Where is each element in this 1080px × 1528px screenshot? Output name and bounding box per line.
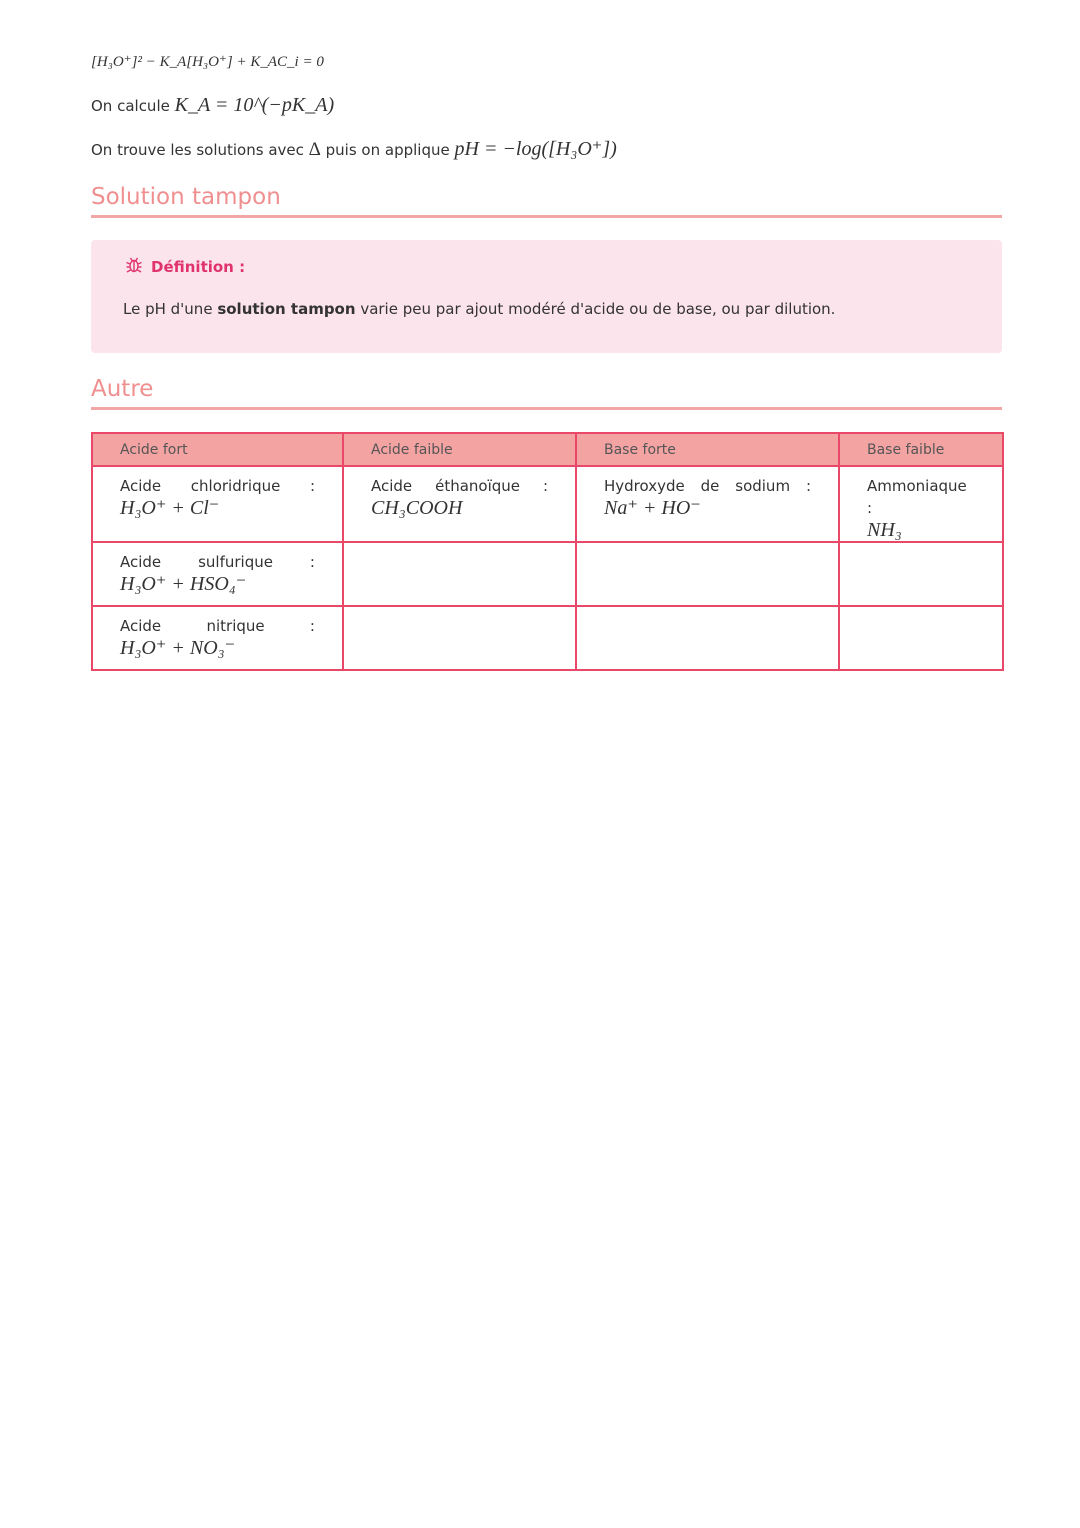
ka-calculation-line: [91, 94, 334, 117]
header-acide-faible: Acide faible: [343, 433, 576, 466]
cell-word: :: [309, 553, 315, 571]
cell-label: [120, 475, 315, 497]
table-row: [92, 466, 1003, 542]
cell-formula: NH₃: [867, 519, 902, 541]
table-header-row: [92, 433, 1003, 466]
table-row: [92, 606, 1003, 670]
header-base-faible: Base faible: [839, 433, 1003, 466]
cell-label: [371, 475, 548, 497]
cell-label: [120, 615, 315, 637]
delta-symbol: Δ: [308, 139, 321, 160]
cell-word: éthanoïque: [435, 477, 521, 495]
table-cell: [839, 542, 1003, 606]
cell-word: Acide: [120, 553, 162, 571]
definition-text: [123, 300, 835, 318]
bug-icon: [125, 256, 143, 278]
table-cell: [343, 606, 576, 670]
section-divider: [91, 407, 1002, 410]
cell-formula: H₃O⁺ + HSO₄⁻: [120, 573, 247, 595]
cell-label: [867, 475, 975, 519]
definition-box: [91, 240, 1002, 353]
cell-word: nitrique: [206, 617, 265, 635]
definition-text-start: Le pH d'une: [123, 300, 218, 318]
table-cell: [92, 542, 343, 606]
ka-prefix: On calcule: [91, 97, 170, 115]
ka-formula: K_A = 10^(−pK_A): [174, 94, 335, 116]
cell-formula: H₃O⁺ + Cl⁻: [120, 497, 220, 519]
cell-word: sulfurique: [198, 553, 273, 571]
cell-label: [120, 551, 315, 573]
table-cell: [92, 606, 343, 670]
definition-header: [125, 256, 245, 278]
cell-word: :: [309, 477, 315, 495]
header-acide-fort: Acide fort: [92, 433, 343, 466]
table-row: [92, 542, 1003, 606]
table-cell: [576, 466, 839, 542]
section-divider: [91, 215, 1002, 218]
cell-word: Acide: [120, 617, 162, 635]
solve-line: [91, 136, 617, 161]
cell-word: :: [805, 477, 811, 495]
cell-word: sodium: [735, 477, 791, 495]
cell-word: Hydroxyde: [604, 477, 685, 495]
table-cell: [343, 542, 576, 606]
section-title-autre: Autre: [91, 376, 154, 402]
table-cell: [839, 466, 1003, 542]
table-cell: [576, 606, 839, 670]
acid-base-table: [91, 432, 1004, 671]
section-title-solution-tampon: Solution tampon: [91, 184, 281, 210]
cell-word: Acide: [371, 477, 413, 495]
cell-word: :: [542, 477, 548, 495]
header-base-forte: Base forte: [576, 433, 839, 466]
definition-label: Définition :: [151, 258, 246, 276]
ph-formula: pH = −log([H₃O⁺]): [454, 138, 617, 160]
cell-word: Ammoniaque :: [867, 477, 967, 517]
table-cell: [576, 542, 839, 606]
cell-label: [604, 475, 811, 497]
cell-formula: Na⁺ + HO⁻: [604, 497, 701, 519]
cell-word: :: [309, 617, 315, 635]
table-body: [92, 466, 1003, 670]
definition-text-end: varie peu par ajout modéré d'acide ou de base, ou par dilution.: [355, 300, 836, 318]
definition-term: solution tampon: [217, 300, 356, 318]
solve-prefix: On trouve les solutions avec: [91, 141, 304, 159]
table-cell: [839, 606, 1003, 670]
solve-middle: puis on applique: [325, 141, 450, 159]
cell-formula: H₃O⁺ + NO₃⁻: [120, 637, 236, 659]
cell-formula: CH₃COOH: [371, 497, 463, 519]
cell-word: chloridrique: [190, 477, 281, 495]
cell-word: Acide: [120, 477, 162, 495]
cell-word: de: [700, 477, 720, 495]
table-cell: [343, 466, 576, 542]
quadratic-equation: [H₃O⁺]² − K_A[H₃O⁺] + K_AC_i = 0: [91, 54, 324, 70]
table-cell: [92, 466, 343, 542]
